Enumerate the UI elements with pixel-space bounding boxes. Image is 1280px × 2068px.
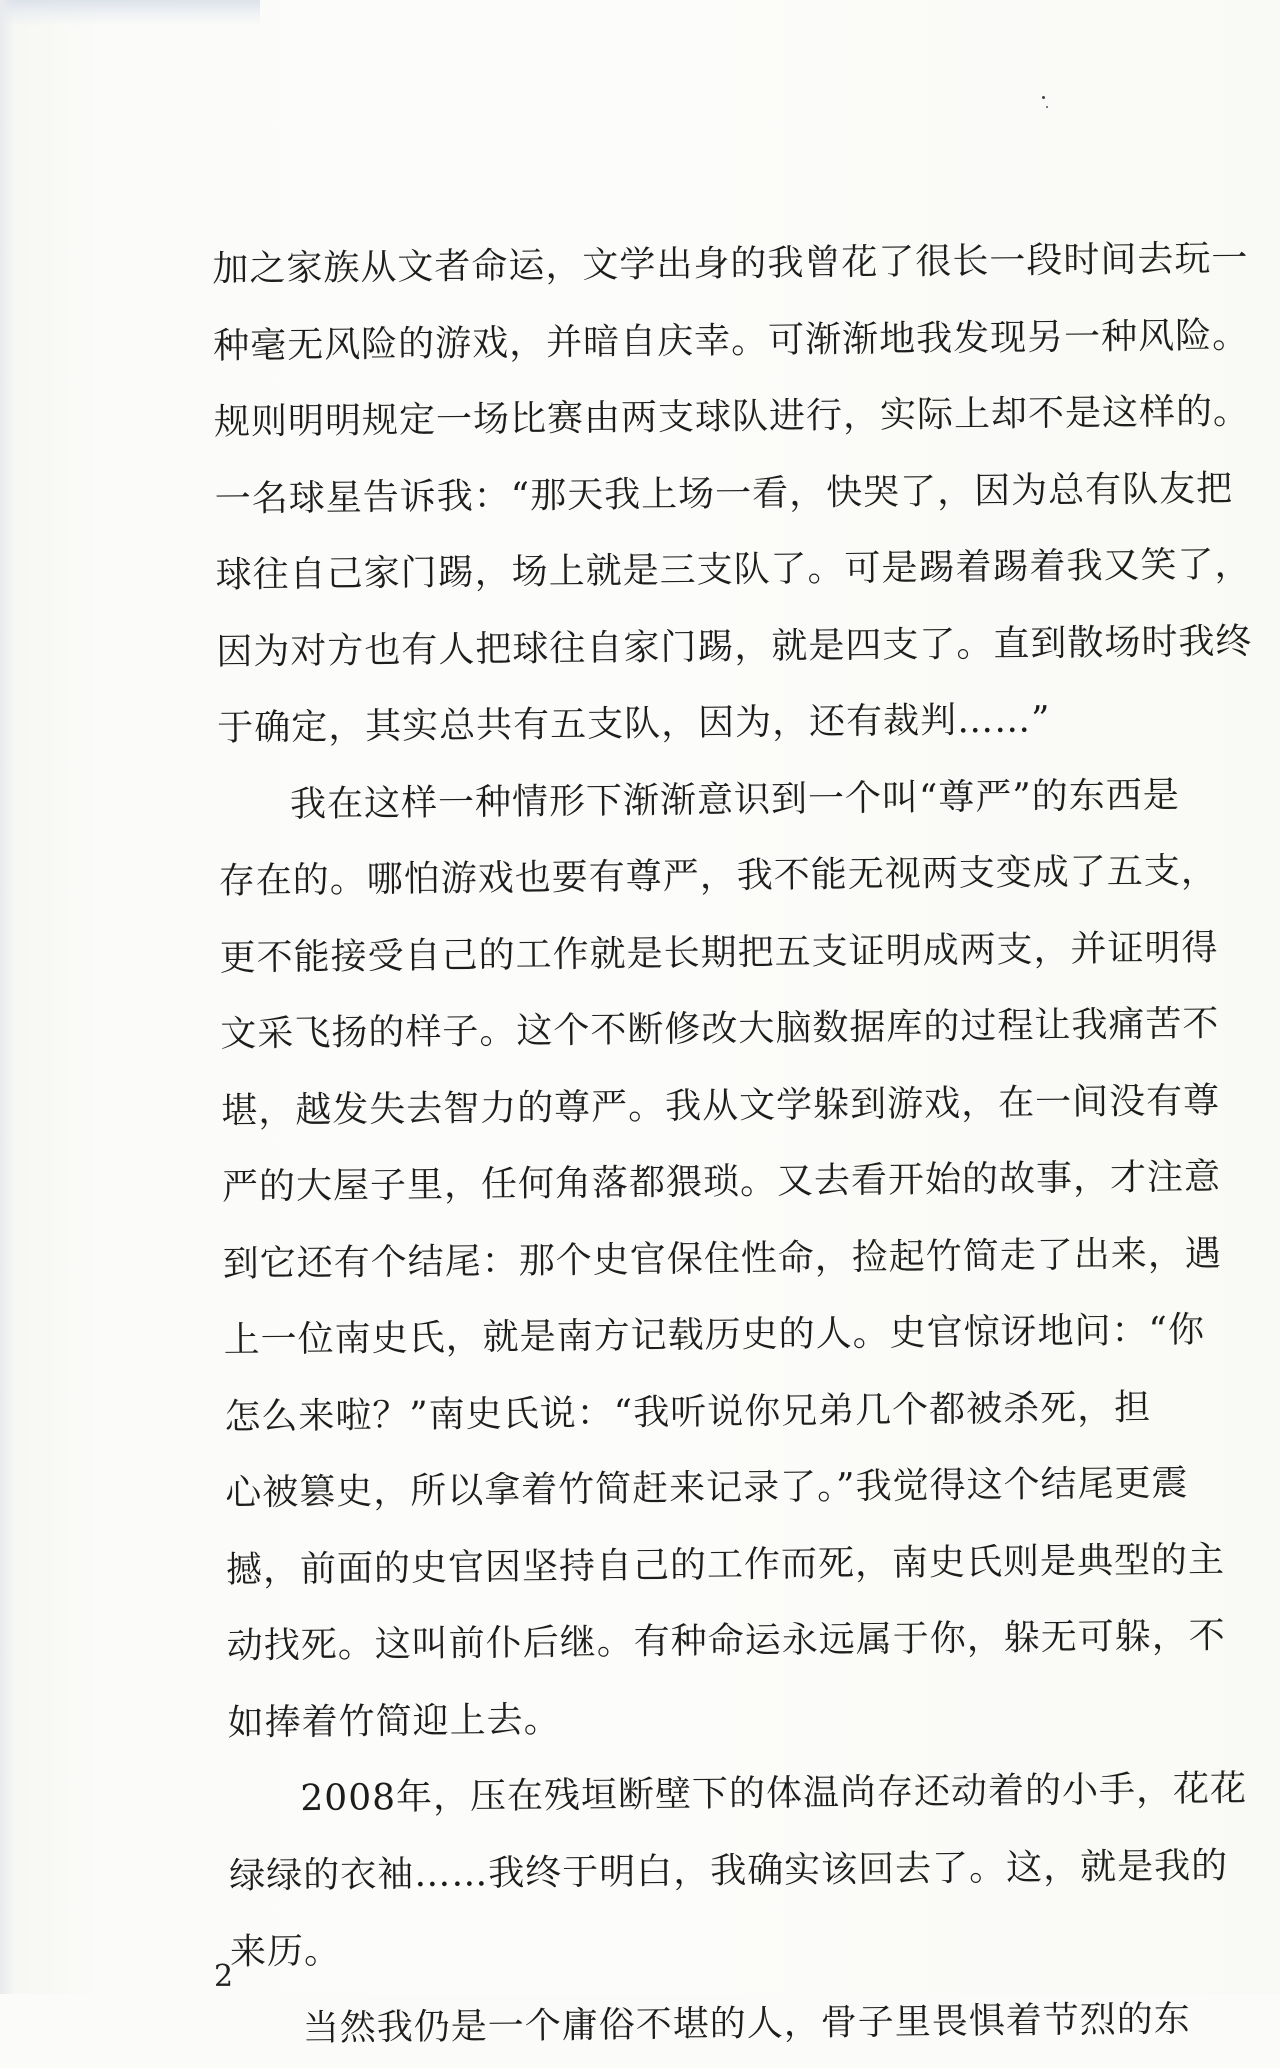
scan-shadow-top [0,0,260,26]
text-line: 球往自己家门踢，场上就是三支队了。可是踢着踢着我又笑了， [215,544,1252,596]
text-line: 存在的。哪怕游戏也要有尊严，我不能无视两支变成了五支， [218,850,1218,902]
body-text [212,222,1253,2068]
text-line: 种毫无风险的游戏，并暗自庆幸。可渐渐地我发现另一种风险。 [212,314,1250,367]
text-line: 我在这样一种情形下渐渐意识到一个叫“尊严”的东西是 [289,774,1180,825]
text-line: 心被篡史，所以拿着竹简赶来记录了。”我觉得这个结尾更震 [224,1462,1189,1514]
text-line: 到它还有个结尾：那个史官保住性命，捡起竹简走了出来，遇 [222,1232,1222,1285]
text-line: 堪，越发失去智力的尊严。我从文学躲到游戏，在一间没有尊 [220,1079,1221,1132]
text-line: 当然我仍是一个庸俗不堪的人，骨子里畏惧着节烈的东 [302,1998,1191,2049]
text-line: 如捧着竹简迎上去。 [227,1698,561,1744]
text-line: 规则明明规定一场比赛由两支球队进行，实际上却不是这样的。 [213,391,1251,443]
ink-speck [1046,106,1048,108]
text-line: 绿绿的衣袖……我终于明白，我确实该回去了。这，就是我的 [229,1844,1229,1897]
text-line: 一名球星告诉我：“那天我上场一看，快哭了，因为总有队友把 [214,467,1234,520]
text-line: 更不能接受自己的工作就是长期把五支证明成两支，并证明得 [219,926,1219,979]
text-line: 因为对方也有人把球往自家门踢，就是四支了。直到散场时我终 [216,620,1253,673]
scan-shadow-left [0,0,14,1994]
page-number: 2 [214,1959,234,1994]
text-line: 撼，前面的史官因坚持自己的工作而死，南史氏则是典型的主 [225,1538,1226,1591]
paragraph-4 [230,1981,1191,2067]
text-line: 于确定，其实总共有五支队，因为，还有裁判……” [216,699,1051,749]
text-line: 2008年，压在残垣断壁下的体温尚存还动着的小手，花花 [300,1768,1248,1820]
text-line: 加之家族从文者命运，文学出身的我曾花了很长一段时间去玩一 [212,238,1249,290]
ink-speck [1042,96,1045,99]
text-line: 上一位南史氏，就是南方记载历史的人。史官惊讶地问：“你 [223,1309,1206,1361]
text-line: 文采飞扬的样子。这个不断修改大脑数据库的过程让我痛苦不 [220,1003,1220,1055]
paragraph-3 [228,1752,1248,1991]
text-line: 来历。 [229,1930,342,1973]
text-line: 怎么来啦？”南史氏说：“我听说你兄弟几个都被杀死，担 [224,1386,1152,1438]
paragraph-2 [218,758,1226,1762]
text-line: 动找死。这叫前仆后继。有种命运永远属于你，躲无可躲，不 [226,1615,1226,1667]
paragraph-1 [212,222,1253,767]
text-line: 严的大屋子里，任何角落都猥琐。又去看开始的故事，才注意 [221,1156,1222,1208]
